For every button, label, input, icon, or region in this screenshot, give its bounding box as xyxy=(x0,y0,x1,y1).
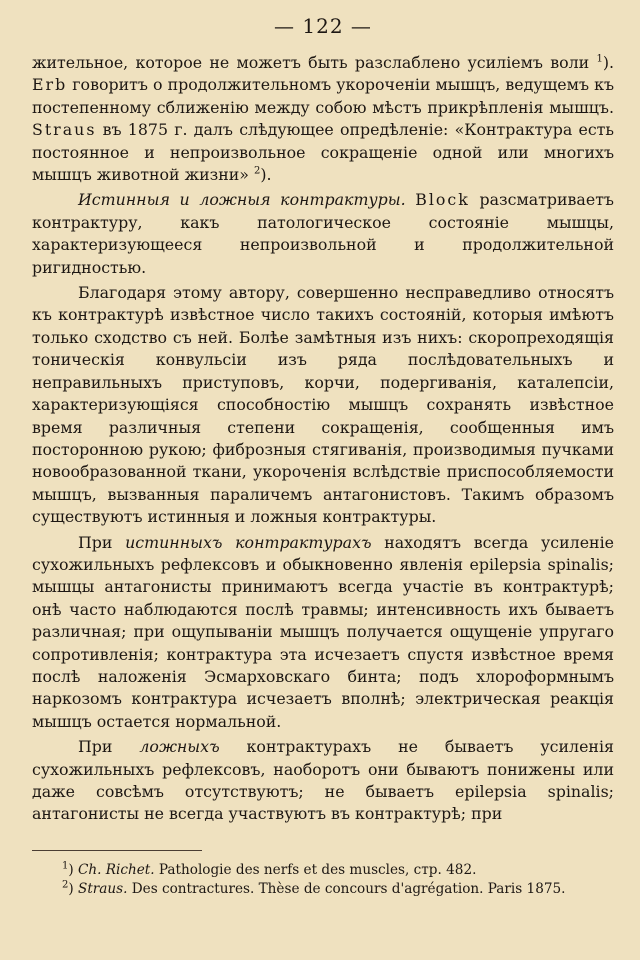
author-name: Erb xyxy=(32,75,68,95)
paragraph xyxy=(32,532,614,734)
footnote-marker: 1 xyxy=(62,860,69,872)
italic-text: Истинныя и ложныя контрактуры. xyxy=(78,190,406,210)
text-run: ) xyxy=(68,880,78,897)
text-run: Des contractures. Thèse de concours d'agrégation. Paris 1875. xyxy=(127,880,566,897)
footnote-divider xyxy=(32,850,202,851)
paragraph xyxy=(32,282,614,528)
text-run: въ 1875 г. далъ слѣдующее опредѣленіе: «Контрактура есть постоянное и непроизвольное сокращеніе одной или многихъ мышцъ животной жизни» xyxy=(32,120,614,185)
text-run: разсматриваетъ контрактуру, какъ патологическое состояніе мышцы, характеризующееся непроизвольной и продолжительной ригидностью. xyxy=(32,190,614,277)
text-run: контрактурахъ не бываетъ усиленія сухожильныхъ рефлексовъ, наоборотъ они бываютъ понижены или даже совсѣмъ отсутствуютъ; не бываетъ epilepsia spinalis; антагонисты не всегда участвуютъ въ контрактурѣ; при xyxy=(32,737,614,824)
author-name: Straus xyxy=(32,120,97,140)
text-run: жительное, которое не можетъ быть разслаблено усиліемъ воли xyxy=(32,53,597,72)
paragraph xyxy=(32,52,614,186)
footnote xyxy=(32,880,614,899)
author-name: Block xyxy=(415,190,470,210)
text-run: ). xyxy=(602,53,614,72)
text-run: Благодаря этому автору, совершенно несправедливо относятъ къ контрактурѣ извѣстное число такихъ состояній, которыя имѣютъ только сходство съ ней. Болѣе замѣтныя изъ нихъ: скоропреходящія тоническія конвульсіи изъ ряда послѣдовательныхъ и неправильныхъ приступовъ, корчи, подергиванія, каталепсіи, характеризующіяся способностію мышцъ сохранять извѣстное время различныя степени сокращенія, сообщенныя имъ посторонною рукою; фиброзныя стягиванія, производимыя пучками новообразованной ткани, укороченія вслѣдствіе приспособляемости мышцъ, вызванныя параличемъ антагонистовъ. Такимъ образомъ существуютъ истинныя и ложныя контрактуры. xyxy=(32,283,614,527)
text-run: ). xyxy=(260,165,272,185)
text-run: Pathologie des nerfs et des muscles, стр. 482. xyxy=(154,861,477,878)
paragraph xyxy=(32,736,614,826)
italic-text: истинныхъ контрактурахъ xyxy=(125,532,372,552)
text-run: ) xyxy=(68,861,78,878)
italic-text: Straus. xyxy=(78,880,128,897)
paragraph xyxy=(32,189,614,279)
text-run: При xyxy=(78,532,126,552)
text-run: находятъ всегда усиленіе сухожильныхъ рефлексовъ и обыкновенно явленія epilepsia spinalis; мышцы антагонисты принимаютъ всегда участіе въ контрактурѣ; онѣ часто наблюдаются послѣ травмы; интенсивность ихъ бываетъ различная; при ощупываніи мышцъ получается ощущеніе упругаго сопротивленія; контрактура эта исчезаетъ спустя извѣстное время послѣ наложенія Эсмарховскаго бинта; подъ хлороформнымъ наркозомъ контрактура исчезаетъ вполнѣ; электрическая реакція мышцъ остается нормальной. xyxy=(32,532,614,731)
italic-text: Ch. Richet. xyxy=(78,861,155,878)
text-run: При xyxy=(78,737,140,757)
page-number: — 122 — xyxy=(274,14,372,38)
footnote-marker: 2 xyxy=(254,165,261,177)
text-run: говоритъ о продолжительномъ укороченіи мышцъ, ведущемъ къ постепенному сближенію между собою мѣстъ прикрѣпленія мышцъ. xyxy=(32,75,614,117)
text-run xyxy=(406,190,416,209)
footnote-marker: 1 xyxy=(596,53,603,65)
body-text xyxy=(32,52,614,826)
footnote-marker: 2 xyxy=(62,879,69,891)
italic-text: ложныхъ xyxy=(139,737,220,757)
footnote xyxy=(32,861,614,880)
footnotes xyxy=(32,861,614,899)
